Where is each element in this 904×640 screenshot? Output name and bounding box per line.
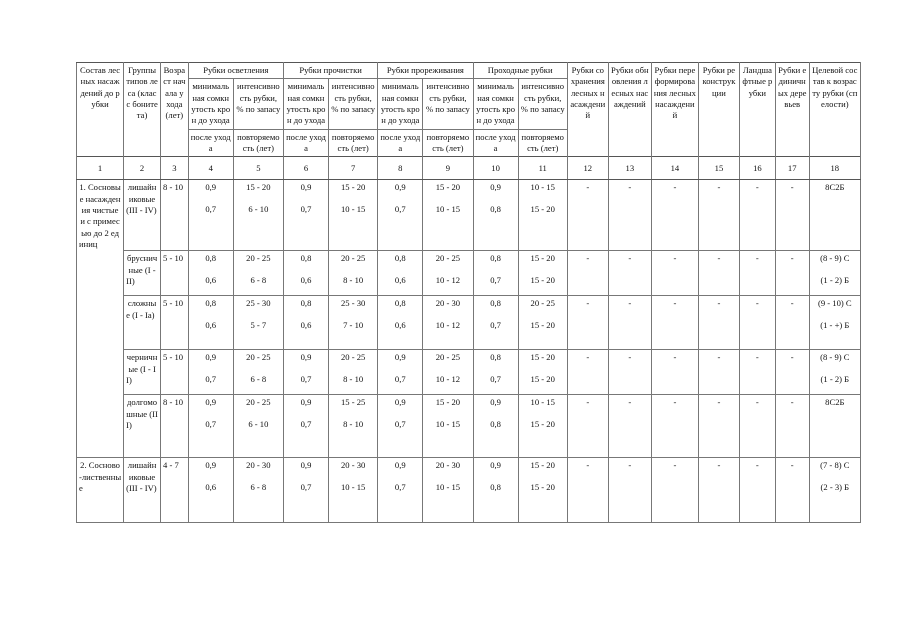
dash-cell: -	[608, 395, 651, 458]
osv-intensity-cell	[233, 395, 283, 458]
start-age-cell: 5 - 10	[161, 296, 189, 350]
prz-density-cell	[378, 350, 423, 395]
target-composition-cell	[809, 180, 860, 251]
dash-cell: -	[567, 458, 608, 523]
subheader-after-care: после ухода	[378, 129, 423, 157]
osv-intensity-cell-bottom: 6 - 10	[248, 418, 269, 429]
prz-density-cell-top: 0,8	[394, 253, 406, 264]
pro-intensity-cell-top: 15 - 20	[340, 182, 366, 193]
table-row	[77, 350, 861, 395]
subheader-repeatability: повторяемость (лет)	[329, 129, 378, 157]
target-composition-cell-top: (8 - 9) С	[820, 352, 850, 363]
column-number: 3	[161, 157, 189, 180]
prz-density-cell-top: 0,8	[394, 298, 406, 309]
dash-cell: -	[775, 251, 809, 296]
subheader-intensity: интенсивность рубки, % по запасу	[233, 79, 283, 129]
prz-density-cell-bottom: 0,7	[394, 481, 406, 492]
table-row	[77, 458, 861, 523]
prh-density-cell	[473, 458, 518, 523]
prh-density-cell-bottom: 0,7	[490, 373, 501, 384]
osv-intensity-cell	[233, 251, 283, 296]
prz-density-cell	[378, 180, 423, 251]
column-number: 1	[77, 157, 124, 180]
pro-intensity-cell-bottom: 7 - 10	[343, 319, 364, 330]
dash-cell: -	[651, 296, 698, 350]
pro-density-cell-top: 0,9	[300, 182, 312, 193]
prz-intensity-cell-bottom: 10 - 12	[435, 319, 461, 330]
osv-intensity-cell-top: 20 - 25	[246, 253, 271, 264]
dash-cell: -	[567, 395, 608, 458]
dash-cell: -	[739, 395, 775, 458]
forest-type-cell: брусничные (I - II)	[124, 251, 161, 296]
osv-intensity-cell-top: 25 - 30	[246, 298, 271, 309]
dash-cell: -	[651, 251, 698, 296]
osv-intensity-cell-bottom: 6 - 8	[250, 274, 267, 285]
prh-density-cell-bottom: 0,7	[490, 274, 501, 285]
subheader-min-density: минимальная сомкнутость крон до ухода	[473, 79, 518, 129]
prz-density-cell-top: 0,9	[394, 460, 406, 471]
prz-intensity-cell	[423, 251, 473, 296]
pro-intensity-cell	[329, 350, 378, 395]
subheader-repeatability: повторяемость (лет)	[423, 129, 473, 157]
osv-density-cell-top: 0,8	[205, 253, 217, 264]
osv-density-cell-top: 0,9	[205, 352, 217, 363]
dash-cell: -	[698, 296, 739, 350]
prz-intensity-cell	[423, 296, 473, 350]
dash-cell: -	[608, 251, 651, 296]
prh-density-cell-top: 0,8	[490, 298, 501, 309]
header-reformation-cuts: Рубки переформирования лесных насаждений	[651, 63, 698, 157]
prz-density-cell-top: 0,9	[394, 182, 406, 193]
header-forest-type-group: Группы типов леса (класс бонитета)	[124, 63, 161, 157]
composition-cell: 2. Сосново-лиственные	[77, 458, 124, 523]
prh-intensity-cell	[518, 251, 567, 296]
pro-intensity-cell-top: 20 - 25	[340, 352, 366, 363]
header-reconstruction-cuts: Рубки реконструкции	[698, 63, 739, 157]
table-row	[77, 395, 861, 458]
prh-intensity-cell-bottom: 15 - 20	[530, 203, 555, 214]
dash-cell: -	[608, 296, 651, 350]
osv-intensity-cell-top: 20 - 30	[246, 460, 271, 471]
osv-density-cell-top: 0,9	[205, 182, 217, 193]
header-landscape-cuts: Ландшафтные рубки	[739, 63, 775, 157]
target-composition-cell	[809, 296, 860, 350]
prh-density-cell	[473, 296, 518, 350]
dash-cell: -	[567, 296, 608, 350]
prh-intensity-cell-top: 10 - 15	[530, 397, 555, 408]
column-number: 17	[775, 157, 809, 180]
dash-cell: -	[698, 350, 739, 395]
pro-intensity-cell	[329, 180, 378, 251]
prz-intensity-cell-top: 20 - 30	[435, 298, 461, 309]
dash-cell: -	[608, 180, 651, 251]
osv-intensity-cell	[233, 458, 283, 523]
pro-intensity-cell	[329, 395, 378, 458]
target-composition-cell-top: (7 - 8) С	[820, 460, 850, 471]
column-number: 18	[809, 157, 860, 180]
prh-density-cell-top: 0,8	[490, 253, 501, 264]
target-composition-cell-top: 8С2Б	[825, 397, 845, 408]
column-number: 14	[651, 157, 698, 180]
header-cleaning-cuts: Рубки прочистки	[283, 63, 377, 79]
prh-density-cell-top: 0,9	[490, 182, 501, 193]
pro-density-cell	[283, 180, 328, 251]
osv-density-cell-bottom: 0,6	[205, 319, 217, 330]
column-number: 9	[423, 157, 473, 180]
osv-intensity-cell-top: 20 - 25	[246, 397, 271, 408]
osv-density-cell-bottom: 0,6	[205, 481, 217, 492]
prz-density-cell-bottom: 0,6	[394, 319, 406, 330]
prh-intensity-cell	[518, 350, 567, 395]
dash-cell: -	[739, 251, 775, 296]
dash-cell: -	[567, 350, 608, 395]
column-number: 15	[698, 157, 739, 180]
osv-density-cell	[188, 296, 233, 350]
prh-density-cell	[473, 180, 518, 251]
dash-cell: -	[739, 350, 775, 395]
osv-intensity-cell-top: 20 - 25	[246, 352, 271, 363]
osv-density-cell	[188, 458, 233, 523]
dash-cell: -	[698, 180, 739, 251]
prh-density-cell-bottom: 0,8	[490, 203, 501, 214]
column-number: 12	[567, 157, 608, 180]
prh-density-cell	[473, 395, 518, 458]
prz-intensity-cell-bottom: 10 - 12	[435, 373, 461, 384]
column-number: 2	[124, 157, 161, 180]
column-number: 4	[188, 157, 233, 180]
prh-intensity-cell	[518, 180, 567, 251]
start-age-cell: 5 - 10	[161, 350, 189, 395]
dash-cell: -	[775, 296, 809, 350]
dash-cell: -	[567, 180, 608, 251]
prh-intensity-cell-top: 15 - 20	[530, 352, 555, 363]
forest-type-cell: сложные (I - Ia)	[124, 296, 161, 350]
target-composition-cell	[809, 350, 860, 395]
subheader-repeatability: повторяемость (лет)	[518, 129, 567, 157]
prh-intensity-cell-top: 10 - 15	[530, 182, 555, 193]
prh-density-cell	[473, 350, 518, 395]
dash-cell: -	[651, 180, 698, 251]
table-row	[77, 251, 861, 296]
prz-intensity-cell-top: 20 - 25	[435, 352, 461, 363]
table-row	[77, 180, 861, 251]
target-composition-cell	[809, 251, 860, 296]
start-age-cell: 8 - 10	[161, 395, 189, 458]
column-number: 7	[329, 157, 378, 180]
pro-density-cell-bottom: 0,7	[300, 203, 312, 214]
prh-density-cell-bottom: 0,8	[490, 418, 501, 429]
pro-density-cell-bottom: 0,6	[300, 274, 312, 285]
column-number: 8	[378, 157, 423, 180]
header-passage-cuts: Проходные рубки	[473, 63, 567, 79]
table-row	[77, 296, 861, 350]
prz-intensity-cell-top: 20 - 30	[435, 460, 461, 471]
prh-intensity-cell	[518, 458, 567, 523]
prz-density-cell	[378, 395, 423, 458]
pro-density-cell	[283, 350, 328, 395]
prh-intensity-cell-bottom: 15 - 20	[530, 319, 555, 330]
subheader-after-care: после ухода	[473, 129, 518, 157]
prz-density-cell-bottom: 0,7	[394, 373, 406, 384]
silviculture-table	[76, 62, 861, 523]
prh-density-cell	[473, 251, 518, 296]
header-single-tree-cuts: Рубки единичных деревьев	[775, 63, 809, 157]
prz-density-cell	[378, 296, 423, 350]
prz-intensity-cell-bottom: 10 - 12	[435, 274, 461, 285]
osv-density-cell	[188, 350, 233, 395]
prh-intensity-cell-bottom: 15 - 20	[530, 418, 555, 429]
prh-density-cell-bottom: 0,8	[490, 481, 501, 492]
target-composition-cell-bottom: (1 - +) Б	[820, 319, 850, 330]
target-composition-cell	[809, 458, 860, 523]
prh-intensity-cell	[518, 395, 567, 458]
prz-density-cell	[378, 251, 423, 296]
prh-density-cell-top: 0,8	[490, 352, 501, 363]
pro-intensity-cell-bottom: 8 - 10	[343, 373, 364, 384]
osv-density-cell-bottom: 0,6	[205, 274, 217, 285]
pro-intensity-cell	[329, 458, 378, 523]
pro-intensity-cell-top: 20 - 30	[340, 460, 366, 471]
osv-density-cell-top: 0,8	[205, 298, 217, 309]
column-number-row	[77, 157, 861, 180]
prh-intensity-cell-bottom: 15 - 20	[530, 373, 555, 384]
dash-cell: -	[567, 251, 608, 296]
prz-density-cell-bottom: 0,7	[394, 203, 406, 214]
osv-intensity-cell-bottom: 6 - 8	[250, 481, 267, 492]
pro-density-cell-top: 0,9	[300, 397, 312, 408]
dash-cell: -	[739, 296, 775, 350]
header-start-age: Возраст начала ухода (лет)	[161, 63, 189, 157]
osv-density-cell	[188, 395, 233, 458]
column-number: 5	[233, 157, 283, 180]
pro-density-cell-bottom: 0,6	[300, 319, 312, 330]
pro-intensity-cell-bottom: 8 - 10	[343, 274, 364, 285]
subheader-min-density: минимальная сомкнутость крон до ухода	[378, 79, 423, 129]
osv-intensity-cell	[233, 350, 283, 395]
prz-intensity-cell-bottom: 10 - 15	[435, 418, 461, 429]
prh-intensity-cell-top: 15 - 20	[530, 253, 555, 264]
pro-density-cell	[283, 251, 328, 296]
osv-density-cell-top: 0,9	[205, 397, 217, 408]
dash-cell: -	[698, 395, 739, 458]
pro-density-cell-top: 0,9	[300, 460, 312, 471]
osv-intensity-cell	[233, 296, 283, 350]
prh-intensity-cell	[518, 296, 567, 350]
subheader-min-density: минимальная сомкнутость крон до ухода	[283, 79, 328, 129]
subheader-after-care: после ухода	[283, 129, 328, 157]
dash-cell: -	[698, 251, 739, 296]
osv-intensity-cell-top: 15 - 20	[246, 182, 271, 193]
composition-cell: 1. Сосновые насаждения чистые и с примесью до 2 единиц	[77, 180, 124, 458]
pro-density-cell-top: 0,8	[300, 298, 312, 309]
osv-intensity-cell-bottom: 5 - 7	[250, 319, 267, 330]
target-composition-cell-top: 8С2Б	[825, 182, 845, 193]
osv-density-cell	[188, 251, 233, 296]
target-composition-cell-bottom: (1 - 2) Б	[820, 274, 850, 285]
osv-density-cell-bottom: 0,7	[205, 418, 217, 429]
table-body	[77, 180, 861, 523]
forest-type-cell: лишайниковые (III - IV)	[124, 180, 161, 251]
prh-density-cell-top: 0,9	[490, 460, 501, 471]
dash-cell: -	[651, 458, 698, 523]
header-preservation-cuts: Рубки сохранения лесных насаждений	[567, 63, 608, 157]
pro-density-cell-bottom: 0,7	[300, 418, 312, 429]
pro-intensity-cell	[329, 296, 378, 350]
prh-density-cell-bottom: 0,7	[490, 319, 501, 330]
dash-cell: -	[739, 458, 775, 523]
pro-density-cell-bottom: 0,7	[300, 373, 312, 384]
start-age-cell: 5 - 10	[161, 251, 189, 296]
target-composition-cell-bottom: (2 - 3) Б	[820, 481, 850, 492]
prz-intensity-cell-top: 20 - 25	[435, 253, 461, 264]
dash-cell: -	[651, 350, 698, 395]
dash-cell: -	[775, 350, 809, 395]
prz-intensity-cell-top: 15 - 20	[435, 182, 461, 193]
pro-intensity-cell	[329, 251, 378, 296]
target-composition-cell-top: (9 - 10) С	[817, 298, 852, 309]
osv-intensity-cell-bottom: 6 - 10	[248, 203, 269, 214]
prh-intensity-cell-top: 20 - 25	[530, 298, 555, 309]
column-number: 10	[473, 157, 518, 180]
prh-density-cell-top: 0,9	[490, 397, 501, 408]
pro-density-cell-top: 0,9	[300, 352, 312, 363]
prz-density-cell-top: 0,9	[394, 397, 406, 408]
pro-density-cell	[283, 395, 328, 458]
osv-density-cell-top: 0,9	[205, 460, 217, 471]
pro-intensity-cell-top: 20 - 25	[340, 253, 366, 264]
target-composition-cell-top: (8 - 9) С	[820, 253, 850, 264]
prh-intensity-cell-bottom: 15 - 20	[530, 274, 555, 285]
osv-density-cell-bottom: 0,7	[205, 373, 217, 384]
header-clearing-cuts: Рубки осветления	[188, 63, 283, 79]
prz-density-cell-bottom: 0,6	[394, 274, 406, 285]
subheader-after-care: после ухода	[188, 129, 233, 157]
target-composition-cell	[809, 395, 860, 458]
dash-cell: -	[775, 458, 809, 523]
pro-intensity-cell-top: 25 - 30	[340, 298, 366, 309]
start-age-cell: 4 - 7	[161, 458, 189, 523]
pro-intensity-cell-bottom: 10 - 15	[340, 203, 366, 214]
dash-cell: -	[775, 395, 809, 458]
dash-cell: -	[739, 180, 775, 251]
pro-density-cell-bottom: 0,7	[300, 481, 312, 492]
forest-type-cell: черничные (I - II)	[124, 350, 161, 395]
forest-type-cell: лишайниковые (III - IV)	[124, 458, 161, 523]
dash-cell: -	[698, 458, 739, 523]
pro-density-cell	[283, 296, 328, 350]
forest-type-cell: долгомошные (III)	[124, 395, 161, 458]
osv-density-cell	[188, 180, 233, 251]
osv-density-cell-bottom: 0,7	[205, 203, 217, 214]
prh-intensity-cell-bottom: 15 - 20	[530, 481, 555, 492]
subheader-intensity: интенсивность рубки, % по запасу	[423, 79, 473, 129]
osv-intensity-cell-bottom: 6 - 8	[250, 373, 267, 384]
prz-intensity-cell-bottom: 10 - 15	[435, 203, 461, 214]
subheader-min-density: минимальная сомкнутость крон до ухода	[188, 79, 233, 129]
pro-density-cell-top: 0,8	[300, 253, 312, 264]
prz-density-cell	[378, 458, 423, 523]
osv-intensity-cell	[233, 180, 283, 251]
pro-intensity-cell-top: 15 - 25	[340, 397, 366, 408]
column-number: 16	[739, 157, 775, 180]
pro-density-cell	[283, 458, 328, 523]
dash-cell: -	[608, 458, 651, 523]
dash-cell: -	[651, 395, 698, 458]
prh-intensity-cell-top: 15 - 20	[530, 460, 555, 471]
header-target-composition: Целевой состав к возрасту рубки (спелости)	[809, 63, 860, 157]
prz-intensity-cell	[423, 458, 473, 523]
header-composition: Состав лесных насаждений до рубки	[77, 63, 124, 157]
prz-intensity-cell	[423, 180, 473, 251]
header-renewal-cuts: Рубки обновления лесных насаждений	[608, 63, 651, 157]
prz-density-cell-bottom: 0,7	[394, 418, 406, 429]
start-age-cell: 8 - 10	[161, 180, 189, 251]
header-thinning-cuts: Рубки прореживания	[378, 63, 473, 79]
subheader-intensity: интенсивность рубки, % по запасу	[518, 79, 567, 129]
subheader-intensity: интенсивность рубки, % по запасу	[329, 79, 378, 129]
prz-intensity-cell-bottom: 10 - 15	[435, 481, 461, 492]
column-number: 6	[283, 157, 328, 180]
prz-intensity-cell	[423, 350, 473, 395]
prz-intensity-cell-top: 15 - 20	[435, 397, 461, 408]
pro-intensity-cell-bottom: 10 - 15	[340, 481, 366, 492]
column-number: 13	[608, 157, 651, 180]
prz-intensity-cell	[423, 395, 473, 458]
dash-cell: -	[775, 180, 809, 251]
dash-cell: -	[608, 350, 651, 395]
pro-intensity-cell-bottom: 8 - 10	[343, 418, 364, 429]
target-composition-cell-bottom: (1 - 2) Б	[820, 373, 850, 384]
column-number: 11	[518, 157, 567, 180]
prz-density-cell-top: 0,9	[394, 352, 406, 363]
subheader-repeatability: повторяемость (лет)	[233, 129, 283, 157]
